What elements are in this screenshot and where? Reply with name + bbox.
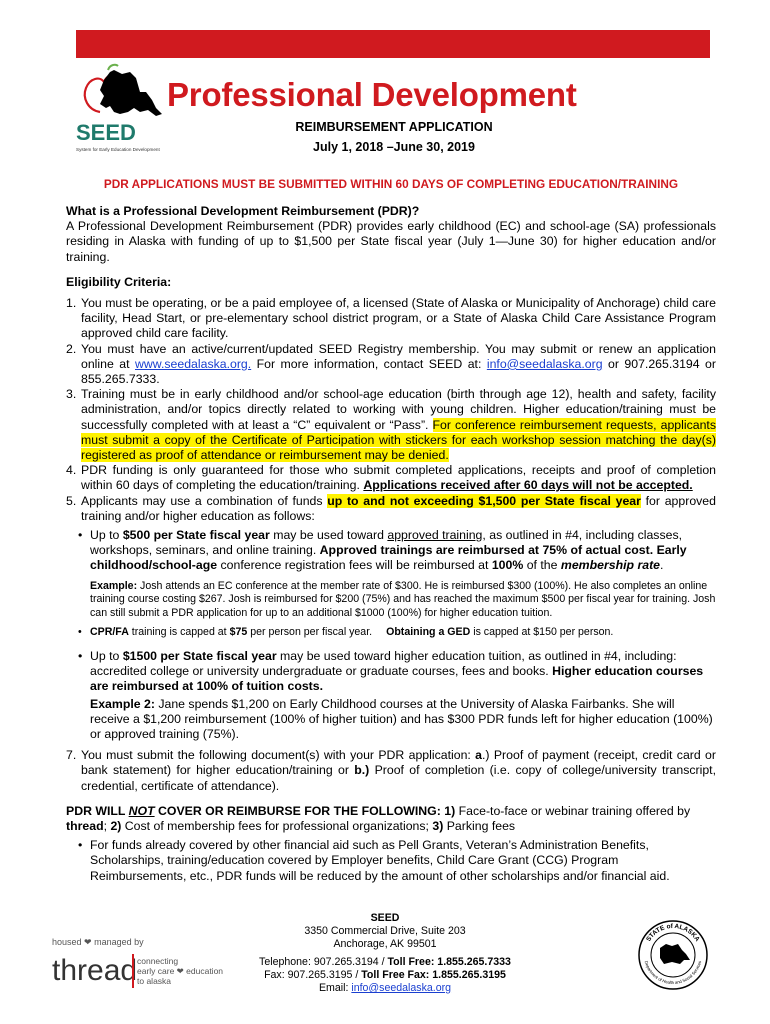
- page-title: Professional Development: [167, 76, 577, 113]
- financial-aid-bullets: [78, 838, 716, 884]
- pdr-question-heading: What is a Professional Development Reimbursement (PDR)?: [66, 204, 420, 218]
- alaska-map-icon: [660, 944, 690, 964]
- eligibility-item-4: 4. PDR funding is only guaranteed for those who submit completed applications, receipts and proof of completion within 60 days of completing the education/training. Applications received after 60 days will not be accepted.: [66, 463, 716, 493]
- svg-text:Department of Health and Socia: Department of Health and Social Services: [643, 960, 703, 985]
- header-red-bar: [76, 30, 710, 58]
- eligibility-list: [66, 296, 716, 524]
- svg-text:to alaska: to alaska: [137, 976, 172, 986]
- eligibility-heading: Eligibility Criteria:: [66, 274, 172, 289]
- conference-certificate-highlight: For conference reimbursement requests, applicants must submit a copy of the Certificate of Participation with stickers for each workshop session matching the day(s) registered as proof of attendance or reimbursement may be denied.: [81, 417, 716, 463]
- example-1: Example: Josh attends an EC conference at the member rate of $300. He is reimbursed $300 (100%). He also completes an online training course costing $267. Josh is reimbursed for $200 (75%) and has reached the maximum $500 per fiscal year for training. Josh can still submit a PDR application for up to an additional $1000 (100%) for higher education tuition.: [90, 579, 716, 619]
- state-of-alaska-seal: [636, 918, 710, 992]
- funding-bullets: [78, 528, 716, 574]
- example-2: Example 2: Jane spends $1,200 on Early Childhood courses at the University of Alaska Fairbanks. She will receive a $1,200 reimbursement (100% of higher tuition) and has $300 PDR funds left for higher education (100%) or approved training (75%).: [90, 696, 713, 742]
- fiscal-year-range: July 1, 2018 –June 30, 2019: [313, 140, 475, 154]
- pdr-description: A Professional Development Reimbursement (PDR) provides early childhood (EC) and school-age (SA) professionals residing in Alaska with funding of up to $1,500 per State fiscal year (July 1—June 30) for higher education and/or training.: [66, 219, 716, 264]
- funding-cap-highlight: up to and not exceeding $1,500 per State fiscal year: [327, 493, 641, 508]
- svg-text:System for Early Education Dev: System for Early Education Development: [76, 147, 160, 152]
- main-content: [66, 204, 716, 884]
- eligibility-item-3: 3. Training must be in early childhood and/or school-age education (birth through age 12), health and safety, facility administration, and/or topics directly related to working with young children. Higher education/training must be successfully completed with at least a “C” equivalent or “Pass”. For conference reimbursement requests, applicants must submit a copy of the Certificate of Participation with stickers for each workshop session matching the day(s) registered as proof of attendance or reimbursement may be denied.: [66, 387, 716, 463]
- bullet-higher-ed-funds: • Up to $1500 per State fiscal year may be used toward higher education tuition, as outlined in #4, including: accredited college or university undergraduate or graduate courses, fees and books. Higher education courses are reimbursed at 100% of tuition costs. Example 2: Jane spends $1,200 on Early Childhood courses at the University of Alaska Fairbanks. She will receive a $1,200 reimbursement (100% of higher tuition) and has $300 PDR funds left for higher education (100%) or approved training (75%).: [78, 649, 716, 742]
- eligibility-item-7: 7. You must submit the following document(s) with your PDR application: a.) Proof of payment (receipt, credit card or bank statement) for higher education/training or b.) Proof of completion (i.e. copy of college/university transcript, credential, certificate of attendance).: [66, 748, 716, 793]
- eligibility-item-5: 5. Applicants may use a combination of funds up to and not exceeding $1,500 per State fiscal year for approved training and/or higher education as follows:: [66, 493, 716, 523]
- eligibility-item-2: 2. You must have an active/current/updated SEED Registry membership. You may submit or renew an application online at www.seedalaska.org. For more information, contact SEED at: info@seedalaska.org or 907.265.3194 or 855.265.7333.: [66, 341, 716, 387]
- eligibility-item-1: 1. You must be operating, or be a paid employee of, a licensed (State of Alaska or Municipality of Anchorage) child care facility, Head Start, or pre-elementary school district program, or a State of Alaska Child Care Assistance Program approved child care facility.: [66, 296, 716, 341]
- bullet-financial-aid: • For funds already covered by other financial aid such as Pell Grants, Veteran’s Administration Benefits, Scholarships, training/education covered by Employer benefits, Child Care Grant (CCG) Program Reimbursements, etc., PDR funds will be reduced by the amount of other scholarships and/or financial aid.: [78, 838, 716, 884]
- svg-text:thread: thread: [52, 954, 138, 987]
- footer-fax: Fax: 907.265.3195 / Toll Free Fax: 1.855.265.3195: [264, 969, 506, 982]
- bullet-cpr-ged-caps: • CPR/FA training is capped at $75 per person per fiscal year. Obtaining a GED is capped at $150 per person.: [78, 626, 716, 640]
- thread-logo: [52, 936, 224, 992]
- footer-email: Email: info@seedalaska.org: [318, 981, 452, 994]
- cap-bullets: [78, 626, 716, 640]
- svg-text:housed ❤ managed by: housed ❤ managed by: [52, 937, 144, 947]
- higher-ed-bullets: [78, 649, 716, 742]
- not-covered-statement: PDR WILL NOT COVER OR REIMBURSE FOR THE FOLLOWING: 1) Face-to-face or webinar training offered by thread; 2) Cost of membership fees for professional organizations; 3) Parking fees: [66, 803, 691, 834]
- footer-email-link[interactable]: info@seedalaska.org: [351, 981, 452, 994]
- svg-text:early care ❤ education: early care ❤ education: [137, 966, 224, 976]
- svg-text:STATE of ALASKA: STATE of ALASKA: [645, 922, 701, 943]
- svg-text:connecting: connecting: [137, 956, 179, 966]
- page-subtitle: REIMBURSEMENT APPLICATION: [295, 120, 493, 134]
- bullet-training-funds: • Up to $500 per State fiscal year may be used toward approved training, as outlined in #4, including classes, workshops, seminars, and online training. Approved trainings are reimbursed at 75% of actual cost. Early childhood/school-age conference registration fees will be reimbursed at 100% of the membership rate.: [78, 528, 716, 574]
- required-documents: [66, 748, 716, 794]
- footer-address: SEED 3350 Commercial Drive, Suite 203 Anchorage, AK 99501 Telephone: 907.265.3194 / Toll Free: 1.855.265.7333 Fax: 907.265.3195 / Toll Free Fax: 1.855.265.3195 Email: info@seedalaska.org: [0, 912, 770, 995]
- seed-email-link[interactable]: info@seedalaska.org: [486, 356, 603, 371]
- submission-deadline-notice: PDR APPLICATIONS MUST BE SUBMITTED WITHIN 60 DAYS OF COMPLETING EDUCATION/TRAINING: [103, 177, 679, 191]
- svg-text:SEED: SEED: [76, 120, 136, 145]
- seed-website-link[interactable]: www.seedalaska.org.: [134, 356, 252, 371]
- footer-phone: Telephone: 907.265.3194 / Toll Free: 1.855.265.7333: [259, 956, 511, 969]
